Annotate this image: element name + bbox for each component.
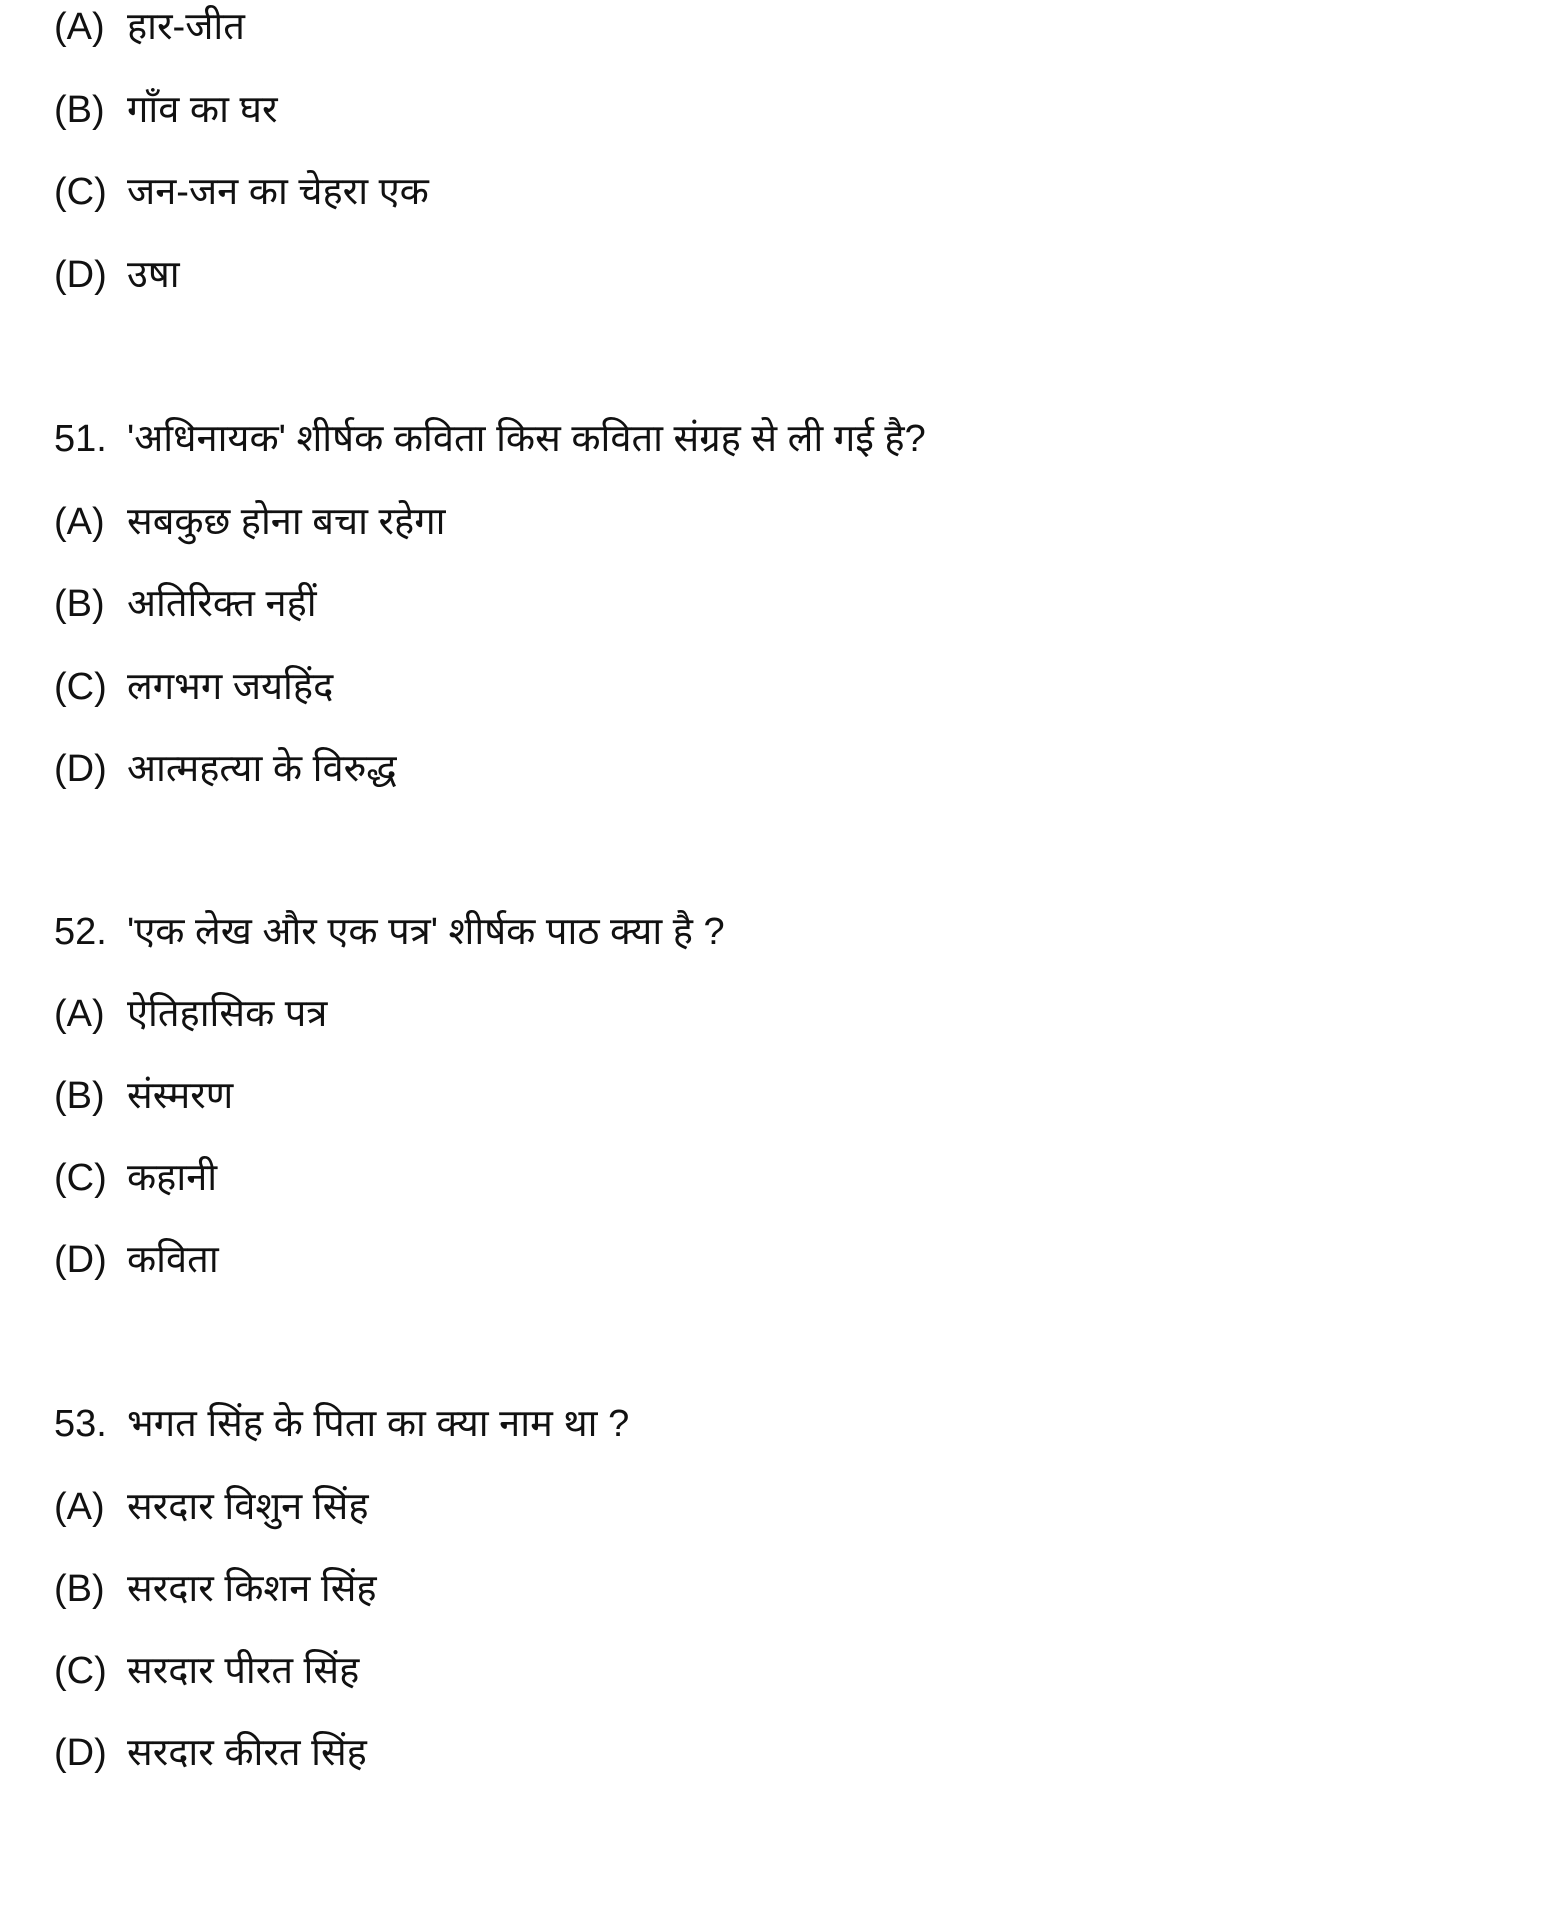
option-label: (A) xyxy=(54,1486,105,1528)
question-number: 53. xyxy=(54,1403,107,1445)
question-text: 'अधिनायक' शीर्षक कविता किस कविता संग्रह से ली गई है? xyxy=(127,418,926,460)
option-50-d xyxy=(54,252,180,298)
option-label: (C) xyxy=(54,1157,107,1199)
option-53-d xyxy=(54,1730,367,1776)
option-label: (C) xyxy=(54,171,107,213)
option-text: सबकुछ होना बचा रहेगा xyxy=(127,501,446,543)
option-53-a xyxy=(54,1484,369,1530)
option-text: सरदार विशुन सिंह xyxy=(127,1486,369,1528)
option-51-d xyxy=(54,746,397,792)
option-label: (D) xyxy=(54,1239,107,1281)
option-text: आत्महत्या के विरुद्ध xyxy=(127,748,397,790)
option-label: (D) xyxy=(54,748,107,790)
option-label: (A) xyxy=(54,993,105,1035)
option-text: जन-जन का चेहरा एक xyxy=(127,171,429,213)
option-label: (B) xyxy=(54,89,105,131)
option-text: कहानी xyxy=(127,1157,218,1199)
question-text: 'एक लेख और एक पत्र' शीर्षक पाठ क्या है ? xyxy=(127,911,725,953)
option-52-c xyxy=(54,1155,217,1201)
question-text: भगत सिंह के पिता का क्या नाम था ? xyxy=(127,1403,630,1445)
option-label: (B) xyxy=(54,1075,105,1117)
option-50-a xyxy=(54,4,245,50)
option-text: ऐतिहासिक पत्र xyxy=(127,993,328,1035)
option-label: (A) xyxy=(54,6,105,48)
option-53-c xyxy=(54,1648,359,1694)
option-52-a xyxy=(54,991,327,1037)
question-number: 51. xyxy=(54,418,107,460)
option-text: संस्मरण xyxy=(127,1075,234,1117)
option-text: सरदार पीरत सिंह xyxy=(127,1650,360,1692)
question-52 xyxy=(54,909,725,955)
option-label: (B) xyxy=(54,1568,105,1610)
option-label: (D) xyxy=(54,1732,107,1774)
option-label: (C) xyxy=(54,1650,107,1692)
option-51-b xyxy=(54,581,317,627)
option-label: (B) xyxy=(54,583,105,625)
option-text: गाँव का घर xyxy=(127,89,278,131)
option-51-a xyxy=(54,499,445,545)
option-text: सरदार किशन सिंह xyxy=(127,1568,377,1610)
option-52-d xyxy=(54,1237,219,1283)
question-53 xyxy=(54,1401,629,1447)
option-51-c xyxy=(54,664,333,710)
option-50-b xyxy=(54,87,278,133)
option-text: हार-जीत xyxy=(127,6,245,48)
option-text: अतिरिक्त नहीं xyxy=(127,583,317,625)
question-number: 52. xyxy=(54,911,107,953)
option-label: (D) xyxy=(54,254,107,296)
option-label: (C) xyxy=(54,666,107,708)
option-50-c xyxy=(54,169,429,215)
question-51 xyxy=(54,416,926,462)
option-text: लगभग जयहिंद xyxy=(127,666,334,708)
option-52-b xyxy=(54,1073,233,1119)
option-text: सरदार कीरत सिंह xyxy=(127,1732,367,1774)
option-text: कविता xyxy=(127,1239,219,1281)
option-label: (A) xyxy=(54,501,105,543)
option-text: उषा xyxy=(127,254,180,296)
option-53-b xyxy=(54,1566,377,1612)
